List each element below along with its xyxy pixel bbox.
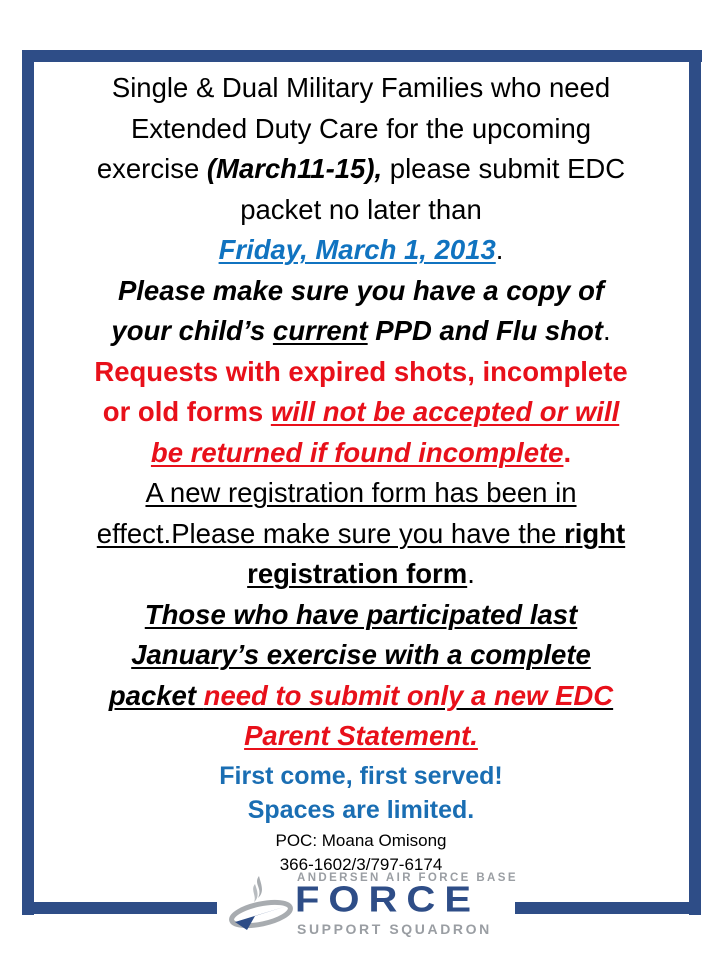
frame-border-right bbox=[689, 50, 701, 915]
warning-line-2 bbox=[40, 392, 682, 433]
previous-text: packet bbox=[108, 679, 204, 711]
registration-form-emphasis: registration form bbox=[247, 558, 468, 589]
warning-emphasis: be returned if found incomplete bbox=[150, 436, 564, 468]
logo-top-text: ANDERSEN AIR FORCE BASE bbox=[297, 872, 518, 884]
registration-text: effect.Please make sure you have the bbox=[96, 517, 565, 549]
warning-line-1: Requests with expired shots, incomplete bbox=[94, 355, 628, 387]
frame-border-bottom-right bbox=[515, 902, 701, 914]
previous-line-2: January’s exercise with a complete bbox=[131, 639, 591, 670]
intro-line-3 bbox=[40, 149, 682, 190]
copy-line-1: Please make sure you have a copy of bbox=[117, 274, 605, 306]
right-emphasis: right bbox=[564, 517, 626, 549]
spaces-limited-notice: Spaces are limited. bbox=[247, 795, 475, 824]
current-emphasis: current bbox=[272, 315, 368, 346]
frame-border-bottom-left bbox=[22, 902, 217, 914]
period: . bbox=[602, 315, 611, 346]
warning-line-3 bbox=[40, 433, 682, 474]
first-come-notice: First come, first served! bbox=[219, 761, 503, 790]
exercise-dates: (March11-15), bbox=[206, 153, 383, 184]
parent-statement-note: need to submit only a new EDC bbox=[203, 679, 614, 711]
flyer-content bbox=[40, 68, 682, 877]
logo-main-text: FORCE bbox=[295, 880, 480, 920]
registration-line-1: A new registration form has been in bbox=[145, 477, 577, 508]
frame-border-left bbox=[22, 50, 34, 915]
warning-text: or old forms bbox=[102, 396, 271, 427]
intro-line-2: Extended Duty Care for the upcoming bbox=[130, 112, 592, 144]
copy-text: your child’s bbox=[111, 315, 273, 346]
force-support-squadron-logo bbox=[225, 870, 518, 940]
previous-line-3 bbox=[40, 676, 682, 717]
frame-border-top bbox=[22, 50, 702, 62]
intro-line-1: Single & Dual Military Families who need bbox=[111, 72, 611, 103]
previous-line-4: Parent Statement. bbox=[244, 720, 478, 751]
deadline-line bbox=[40, 230, 682, 271]
copy-line-2 bbox=[40, 311, 682, 352]
logo-bottom-text: SUPPORT SQUADRON bbox=[297, 921, 492, 937]
copy-text: PPD and Flu shot bbox=[367, 315, 603, 346]
intro-text: exercise bbox=[96, 153, 207, 184]
deadline-date: Friday, March 1, 2013 bbox=[218, 234, 496, 265]
registration-line-3 bbox=[40, 554, 682, 595]
intro-line-4: packet no later than bbox=[240, 193, 482, 225]
period: . bbox=[563, 436, 572, 468]
flame-arrow-icon bbox=[225, 870, 295, 940]
warning-emphasis: will not be accepted or will bbox=[270, 396, 620, 427]
poc-phone: 366-1602/3/797-6174 bbox=[279, 854, 443, 874]
period: . bbox=[467, 558, 475, 589]
poc-name: POC: Moana Omisong bbox=[275, 830, 447, 850]
intro-text: please submit EDC bbox=[382, 153, 626, 184]
period: . bbox=[495, 234, 504, 265]
previous-line-1: Those who have participated last bbox=[144, 598, 578, 630]
registration-line-2 bbox=[40, 514, 682, 555]
